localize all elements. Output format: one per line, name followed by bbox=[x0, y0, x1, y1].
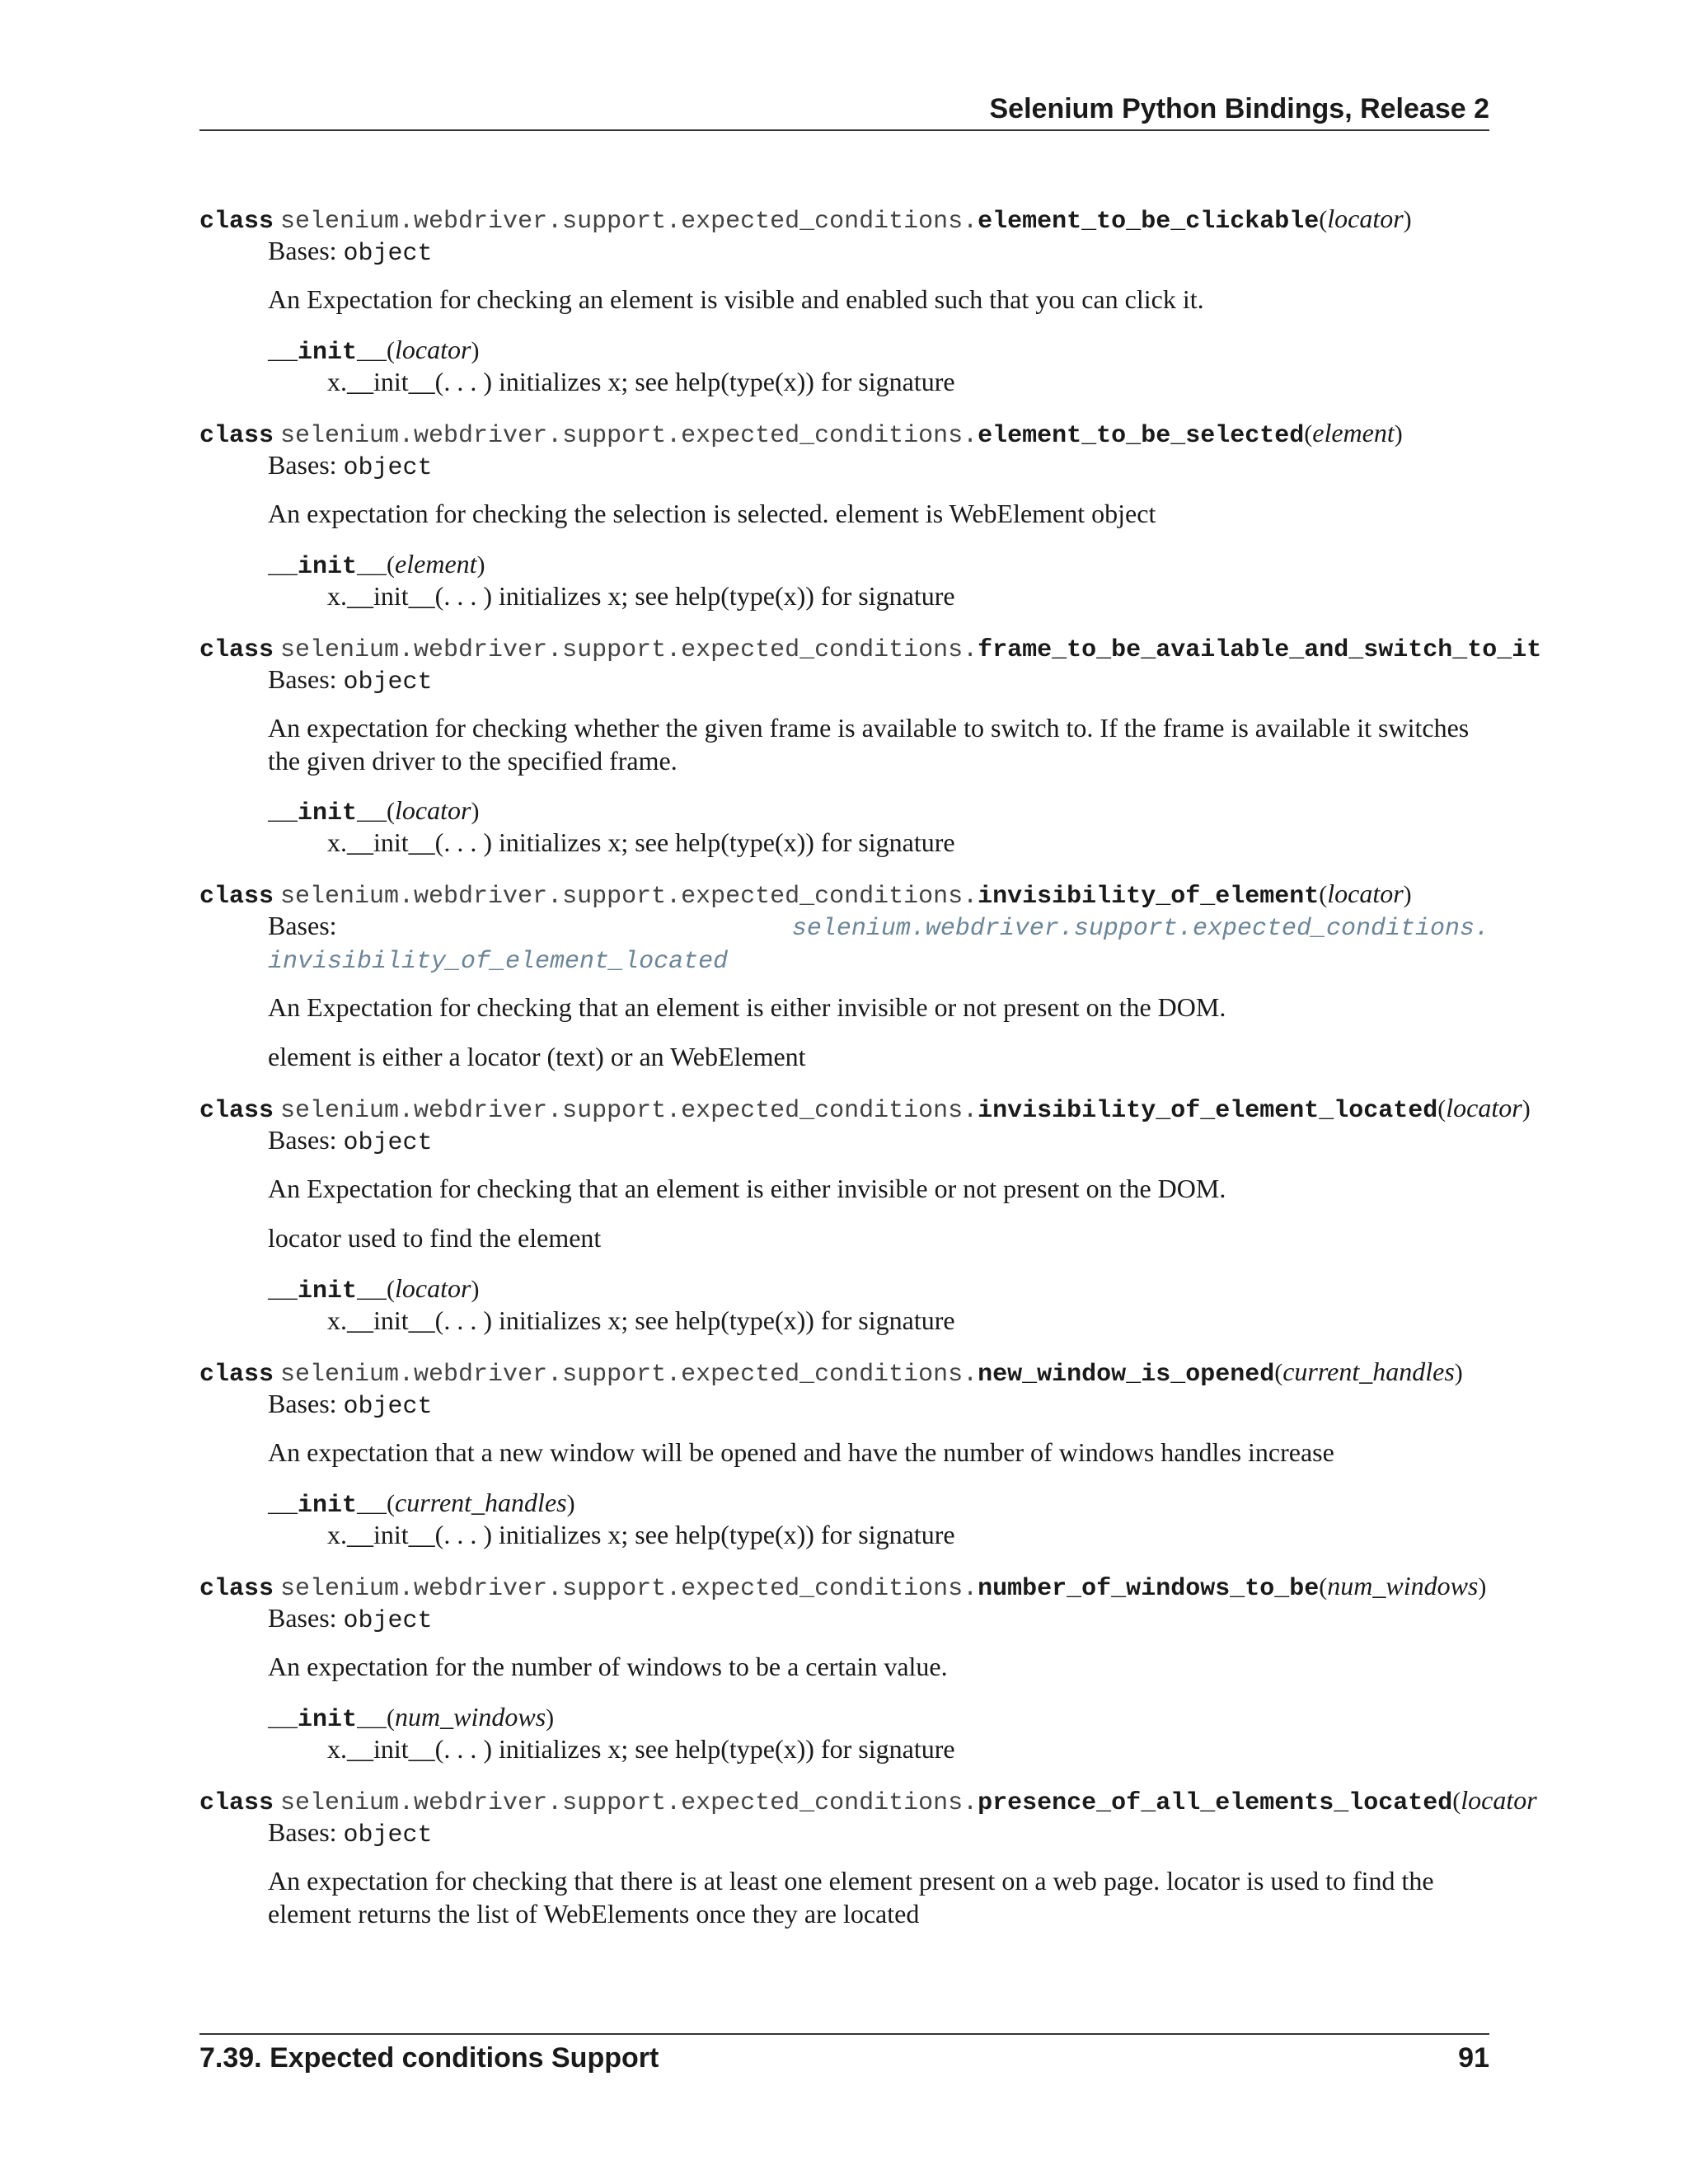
class-description: element is either a locator (text) or an WebElement bbox=[268, 1042, 806, 1071]
bases-label: Bases: bbox=[268, 1125, 337, 1155]
class-keyword: class bbox=[199, 1789, 274, 1817]
init-arg: locator bbox=[395, 795, 471, 825]
class-keyword: class bbox=[199, 883, 274, 911]
module-prefix: selenium.webdriver.support.expected_conditions. bbox=[280, 1361, 978, 1389]
module-prefix: selenium.webdriver.support.expected_conditions. bbox=[280, 883, 978, 911]
class-signature-element-to-be-selected: class selenium.webdriver.support.expected_conditions.element_to_be_selected(element) bbox=[199, 418, 1403, 450]
init-signature: __init__(element) bbox=[268, 549, 485, 581]
class-name: frame_to_be_available_and_switch_to_it bbox=[978, 636, 1542, 664]
bases-label: Bases: bbox=[268, 911, 337, 940]
header-rule bbox=[199, 129, 1489, 131]
bases-object: object bbox=[343, 1129, 433, 1157]
class-signature-invisibility-of-element-located: class selenium.webdriver.support.expected_conditions.invisibility_of_element_located(locator) bbox=[199, 1093, 1531, 1125]
class-arg: current_handles bbox=[1282, 1357, 1455, 1386]
bases-line bbox=[268, 1387, 433, 1423]
init-signature: __init__(locator) bbox=[268, 335, 480, 367]
init-description: x.__init__(. . . ) initializes x; see help(type(x)) for signature bbox=[327, 1305, 955, 1335]
module-prefix: selenium.webdriver.support.expected_conditions. bbox=[280, 1789, 978, 1817]
bases-link-part-2[interactable]: invisibility_of_element_located bbox=[268, 948, 729, 976]
bases-label: Bases: bbox=[268, 450, 337, 480]
init-name: __init__ bbox=[268, 339, 387, 367]
page-footer bbox=[199, 2041, 1489, 2075]
init-signature: __init__(locator) bbox=[268, 795, 480, 827]
class-name: presence_of_all_elements_located bbox=[978, 1789, 1453, 1817]
init-arg: locator bbox=[395, 335, 471, 364]
init-name: __init__ bbox=[268, 1277, 387, 1305]
init-description: x.__init__(. . . ) initializes x; see help(type(x)) for signature bbox=[327, 581, 955, 611]
class-signature-number-of-windows-to-be: class selenium.webdriver.support.expected_conditions.number_of_windows_to_be(num_windows) bbox=[199, 1571, 1487, 1603]
class-keyword: class bbox=[199, 1361, 274, 1389]
bases-link-part-1[interactable]: selenium.webdriver.support.expected_conditions. bbox=[791, 915, 1489, 943]
bases-object: object bbox=[343, 1607, 433, 1635]
class-name: element_to_be_selected bbox=[978, 422, 1305, 450]
bases-line bbox=[268, 234, 433, 270]
class-description: An expectation for checking whether the given frame is available to switch to. If the frame is available it switches bbox=[268, 713, 1470, 743]
class-keyword: class bbox=[199, 1575, 274, 1603]
init-name: __init__ bbox=[268, 1492, 387, 1520]
module-prefix: selenium.webdriver.support.expected_conditions. bbox=[280, 636, 978, 664]
class-name: element_to_be_clickable bbox=[978, 208, 1320, 236]
class-name: invisibility_of_element_located bbox=[978, 1097, 1438, 1125]
class-keyword: class bbox=[199, 636, 274, 664]
init-description: x.__init__(. . . ) initializes x; see help(type(x)) for signature bbox=[327, 1520, 955, 1549]
bases-label: Bases: bbox=[268, 664, 337, 694]
running-header: Selenium Python Bindings, Release 2 bbox=[989, 93, 1489, 124]
class-keyword: class bbox=[199, 422, 274, 450]
class-description: An Expectation for checking an element is visible and enabled such that you can click it. bbox=[268, 284, 1204, 314]
init-signature: __init__(locator) bbox=[268, 1273, 480, 1305]
init-description: x.__init__(. . . ) initializes x; see help(type(x)) for signature bbox=[327, 1734, 955, 1764]
class-signature-frame-to-be-available bbox=[199, 630, 1688, 667]
class-arg: num_windows bbox=[1327, 1571, 1479, 1601]
class-description: An expectation for checking the selection is selected. element is WebElement object bbox=[268, 499, 1156, 528]
module-prefix: selenium.webdriver.support.expected_conditions. bbox=[280, 422, 978, 450]
class-arg: locator bbox=[1461, 1785, 1537, 1815]
init-name: __init__ bbox=[268, 799, 387, 827]
bases-line bbox=[268, 448, 433, 485]
bases-label: Bases: bbox=[268, 1389, 337, 1418]
class-arg: locator bbox=[1327, 204, 1404, 233]
class-description: An expectation that a new window will be opened and have the number of windows handles increase bbox=[268, 1437, 1334, 1467]
bases-line bbox=[268, 663, 433, 699]
class-name: number_of_windows_to_be bbox=[978, 1575, 1320, 1603]
bases-line bbox=[268, 1123, 433, 1160]
init-arg: current_handles bbox=[395, 1488, 567, 1517]
bases-line bbox=[268, 1816, 433, 1852]
class-description: locator used to find the element bbox=[268, 1223, 602, 1253]
class-description: An expectation for checking that there is at least one element present on a web page. locator is used to find the bbox=[268, 1866, 1434, 1896]
class-description: element returns the list of WebElements once they are located bbox=[268, 1899, 920, 1929]
class-description: An Expectation for checking that an element is either invisible or not present on the DOM. bbox=[268, 992, 1226, 1022]
init-arg: locator bbox=[395, 1273, 471, 1303]
class-signature-new-window-is-opened: class selenium.webdriver.support.expected_conditions.new_window_is_opened(current_handles) bbox=[199, 1357, 1463, 1389]
class-signature-presence-of-all-elements-located: class selenium.webdriver.support.expected_conditions.presence_of_all_elements_located(locator bbox=[199, 1785, 1537, 1817]
class-description: the given driver to the specified frame. bbox=[268, 746, 678, 776]
init-description: x.__init__(. . . ) initializes x; see help(type(x)) for signature bbox=[327, 827, 955, 857]
class-keyword: class bbox=[199, 208, 274, 236]
class-arg: locator bbox=[1446, 1093, 1522, 1122]
footer-rule bbox=[199, 2033, 1489, 2035]
paren-close: ) bbox=[1403, 206, 1412, 233]
init-name: __init__ bbox=[268, 1706, 387, 1734]
bases-label: Bases: bbox=[268, 236, 337, 265]
bases-object: object bbox=[343, 1821, 433, 1849]
init-name: __init__ bbox=[268, 553, 387, 581]
bases-label: Bases: bbox=[268, 1817, 337, 1847]
class-keyword: class bbox=[199, 1097, 274, 1125]
class-signature-element-to-be-clickable bbox=[199, 202, 1412, 238]
class-signature-invisibility-of-element: class selenium.webdriver.support.expected_conditions.invisibility_of_element(locator) bbox=[199, 879, 1412, 911]
class-name: invisibility_of_element bbox=[978, 883, 1320, 911]
class-arg: locator bbox=[1327, 879, 1404, 908]
class-description: An Expectation for checking that an element is either invisible or not present on the DOM. bbox=[268, 1174, 1226, 1203]
init-arg: num_windows bbox=[395, 1702, 546, 1732]
init-arg: element bbox=[395, 549, 477, 579]
footer-section-title: 7.39. Expected conditions Support bbox=[199, 2042, 659, 2074]
init-description: x.__init__(. . . ) initializes x; see help(type(x)) for signature bbox=[327, 367, 955, 396]
page-number: 91 bbox=[1458, 2042, 1489, 2074]
bases-object: object bbox=[343, 668, 433, 696]
class-arg: element bbox=[1312, 418, 1395, 448]
module-prefix: selenium.webdriver.support.expected_conditions. bbox=[280, 208, 978, 236]
class-name: new_window_is_opened bbox=[978, 1361, 1275, 1389]
bases-label: Bases: bbox=[268, 1603, 337, 1633]
bases-object: object bbox=[343, 240, 433, 268]
init-signature: __init__(current_handles) bbox=[268, 1488, 575, 1520]
bases-line bbox=[268, 1601, 433, 1638]
bases-object: object bbox=[343, 1393, 433, 1421]
module-prefix: selenium.webdriver.support.expected_conditions. bbox=[280, 1575, 978, 1603]
init-signature: __init__(num_windows) bbox=[268, 1702, 555, 1734]
paren-open: ( bbox=[1319, 206, 1328, 233]
bases-object: object bbox=[343, 454, 433, 482]
class-description: An expectation for the number of windows to be a certain value. bbox=[268, 1652, 948, 1681]
module-prefix: selenium.webdriver.support.expected_conditions. bbox=[280, 1097, 978, 1125]
